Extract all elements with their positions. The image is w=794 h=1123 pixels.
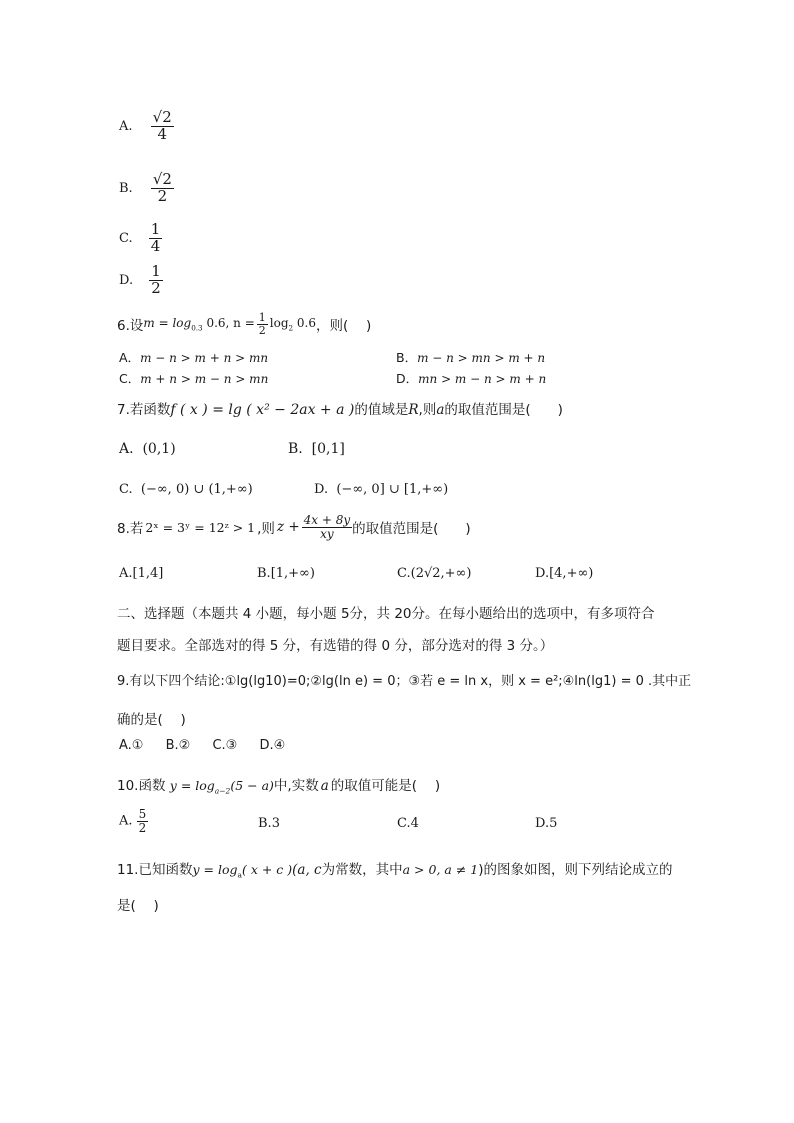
q8-fraction: $\frac{4x + 8y}{xy}$	[303, 513, 351, 541]
q9-option-a: A.①	[119, 738, 144, 753]
q6-stem: 6.设 $m = \log_{0.3} 0.6$, n = $\frac{1}{2}$ $\log_2 0.6$ ，则( )	[117, 311, 372, 337]
q10-stem: 10.函数 $y = \log_{a-2}(5 - a)$中,实数 a 的取值可能是( )	[117, 778, 441, 796]
q10-option-a: A. $\frac{5}{2}$	[119, 807, 147, 835]
q5-option-a: A. $\frac{√2}{4}$	[119, 108, 172, 143]
q11-stem-line2: 是( )	[117, 898, 159, 914]
q6-half-fraction: $\frac{1}{2}$	[258, 311, 266, 337]
q5-option-d: D. $\frac{1}{2}$	[119, 262, 161, 297]
q8-option-c: C.(2√2,+∞)	[397, 566, 472, 581]
q7-option-a: A. (0,1)	[119, 441, 176, 457]
q10-option-a-fraction: $\frac{5}{2}$	[138, 807, 147, 835]
q5-option-c: C. $\frac{1}{4}$	[119, 220, 161, 255]
q10-option-b: B.3	[258, 816, 280, 831]
q8-option-b: B.[1,+∞)	[257, 566, 315, 581]
q7-option-d: D. (−∞, 0] ∪ [1,+∞)	[314, 482, 449, 497]
fraction-denominator: 4	[150, 236, 161, 255]
fraction-numerator: 1	[151, 262, 161, 280]
q6-option-d: D．mn > m − n > m + n	[396, 371, 547, 386]
q9-option-c: C.③	[212, 738, 238, 753]
q9-option-b: B.②	[165, 738, 191, 753]
q6-option-c: C．m + n > m − n > mn	[119, 371, 269, 386]
q7-option-b: B. [0,1]	[288, 441, 345, 457]
q10-option-d: D.5	[535, 816, 558, 831]
fraction-denominator: 2	[151, 278, 161, 297]
q8-option-d: D.[4,+∞)	[535, 566, 594, 581]
q5-option-b: B. $\frac{√2}{2}$	[119, 170, 172, 205]
q9-stem-line2: 确的是( )	[117, 712, 186, 728]
fraction-denominator: 2	[157, 186, 168, 205]
q8-option-a: A.[1,4]	[119, 566, 164, 581]
q5-option-b-fraction	[151, 172, 174, 205]
q7-stem: 7.若函数f ( x ) = lg ( x² − 2ax + a )的值域是R,则a的取值范围是( )	[117, 402, 563, 418]
q9-options	[119, 738, 285, 753]
q6-option-a: A．m − n > m + n > mn	[119, 350, 269, 365]
q9-option-d: D.④	[259, 738, 286, 753]
q5-option-a-fraction	[151, 110, 174, 143]
q9-stem-line1: 9.有以下四个结论:①lg(lg10)=0;②lg(ln e) = 0；③若 e = ln x，则 x = e²;④ln(lg1) = 0 .其中正	[117, 674, 692, 689]
section2-instructions-line1: 二、选择题（本题共 4 小题，每小题 5分，共 20分。在每小题给出的选项中，有多项符合	[117, 606, 655, 622]
q7-option-c: C. (−∞, 0) ∪ (1,+∞)	[119, 482, 253, 497]
q11-stem-line1: 11.已知函数$y = \log_a$( x + c )(a, c为常数，其中a > 0, a ≠ 1)的图象如图，则下列结论成立的	[117, 862, 673, 880]
fraction-numerator: √2	[152, 108, 172, 126]
q5-option-d-fraction	[149, 264, 163, 297]
fraction-numerator: 1	[150, 220, 161, 238]
q10-option-c: C.4	[397, 816, 419, 831]
q8-stem: 8.若 2ˣ = 3ʸ = 12ᶻ > 1 ,则 z + $\frac{4x + 8y}{xy}$ 的取值范围是( )	[117, 513, 471, 541]
fraction-numerator: √2	[152, 170, 172, 188]
q6-option-b: B．m − n > mn > m + n	[396, 350, 546, 365]
section2-instructions-line2: 题目要求。全部选对的得 5 分，有选错的得 0 分，部分选对的得 3 分。）	[117, 638, 554, 654]
q5-option-c-fraction	[149, 222, 163, 255]
fraction-denominator: 4	[157, 124, 167, 143]
